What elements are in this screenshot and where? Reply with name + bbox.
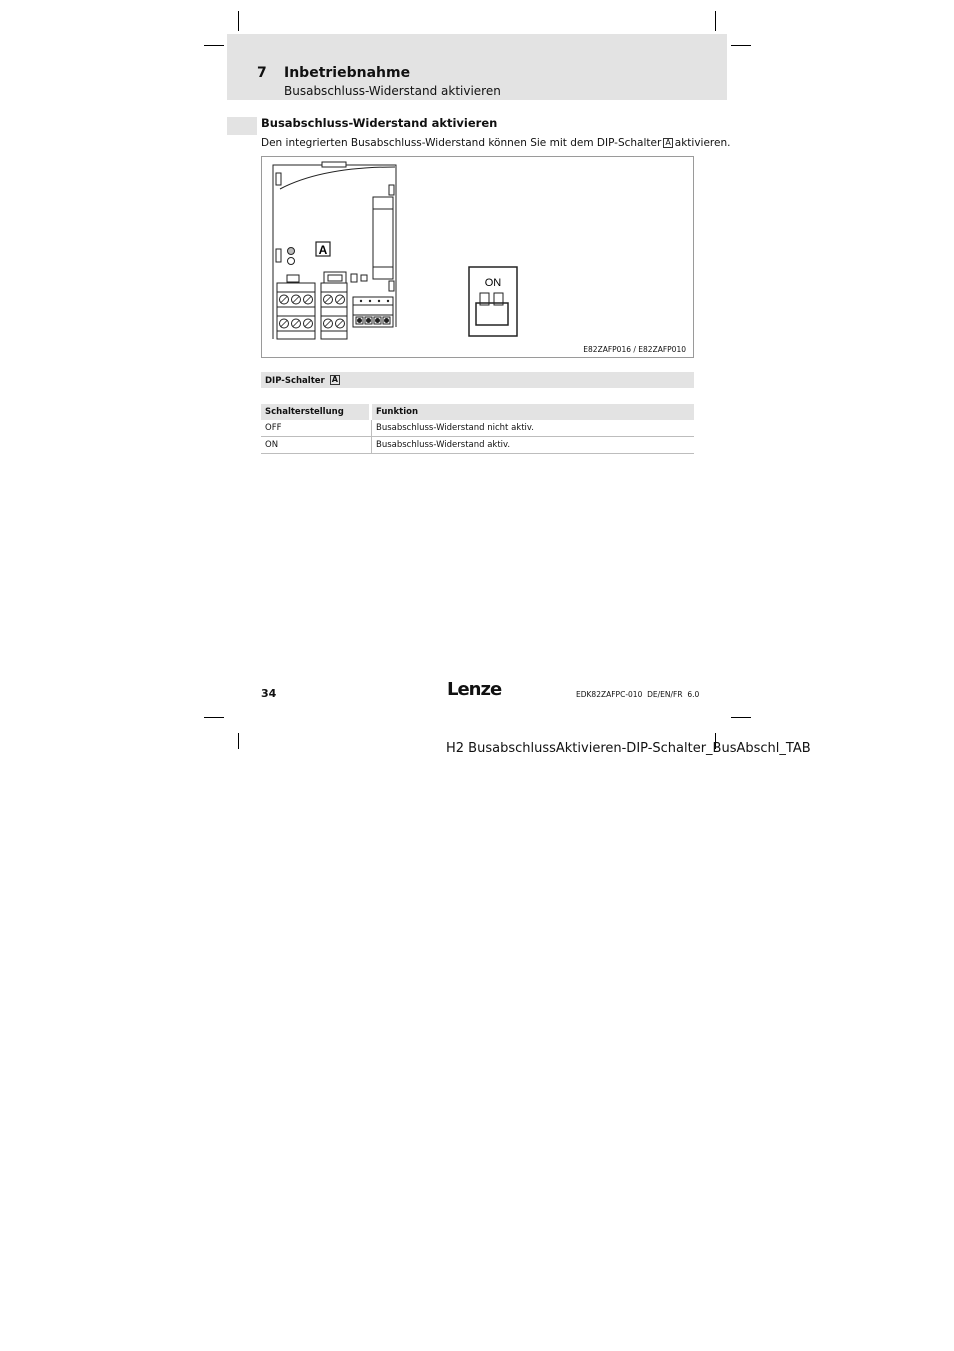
section-title: Busabschluss-Widerstand aktivieren [261, 116, 498, 130]
table-row [261, 420, 694, 437]
document-id: EDK82ZAFPC-010 DE/EN/FR 6.0 [576, 690, 700, 699]
crop-mark [715, 11, 716, 31]
section-tab [227, 117, 257, 135]
crop-mark [731, 45, 751, 46]
figure-dip-switch [261, 156, 694, 358]
dip-on-label: ON [484, 277, 502, 289]
figure-code: E82ZAFP016 / E82ZAFP010 [583, 345, 686, 354]
device-drawing [262, 157, 695, 359]
chapter-number: 7 [257, 65, 267, 81]
cell-position: OFF [261, 420, 372, 437]
table-header-row [261, 404, 694, 420]
table-caption-marker: A [331, 374, 338, 384]
cell-function: Busabschluss-Widerstand nicht aktiv. [372, 420, 694, 437]
page-number: 34 [261, 687, 277, 700]
crop-mark [238, 733, 239, 749]
cell-position: ON [261, 437, 372, 454]
cell-function: Busabschluss-Widerstand aktiv. [372, 437, 694, 454]
dip-switch-table [261, 372, 694, 454]
crop-mark [204, 45, 224, 46]
paragraph-text-end: aktivieren. [674, 137, 731, 149]
table-caption [261, 372, 694, 388]
header-schalterstellung: Schalterstellung [261, 404, 372, 420]
lenze-logo: Lenze [447, 679, 502, 700]
footer-label: H2 BusabschlussAktivieren-DIP-Schalter_BusAbschl_TAB [446, 741, 811, 756]
header-funktion: Funktion [372, 404, 694, 420]
table-caption-row [261, 372, 694, 388]
crop-mark [731, 717, 751, 718]
table-caption-text: DIP-Schalter [265, 375, 325, 386]
table-row [261, 437, 694, 454]
marker-a: A [665, 138, 671, 147]
chapter-subtitle: Busabschluss-Widerstand aktivieren [284, 84, 501, 98]
paragraph-text: Den integrierten Busabschluss-Widerstand können Sie mit dem DIP-Schalter [261, 137, 662, 149]
callout-a: A [318, 243, 328, 257]
chapter-title: Inbetriebnahme [284, 65, 411, 81]
crop-mark [238, 11, 239, 31]
crop-mark [204, 717, 224, 718]
section-paragraph [261, 137, 730, 149]
